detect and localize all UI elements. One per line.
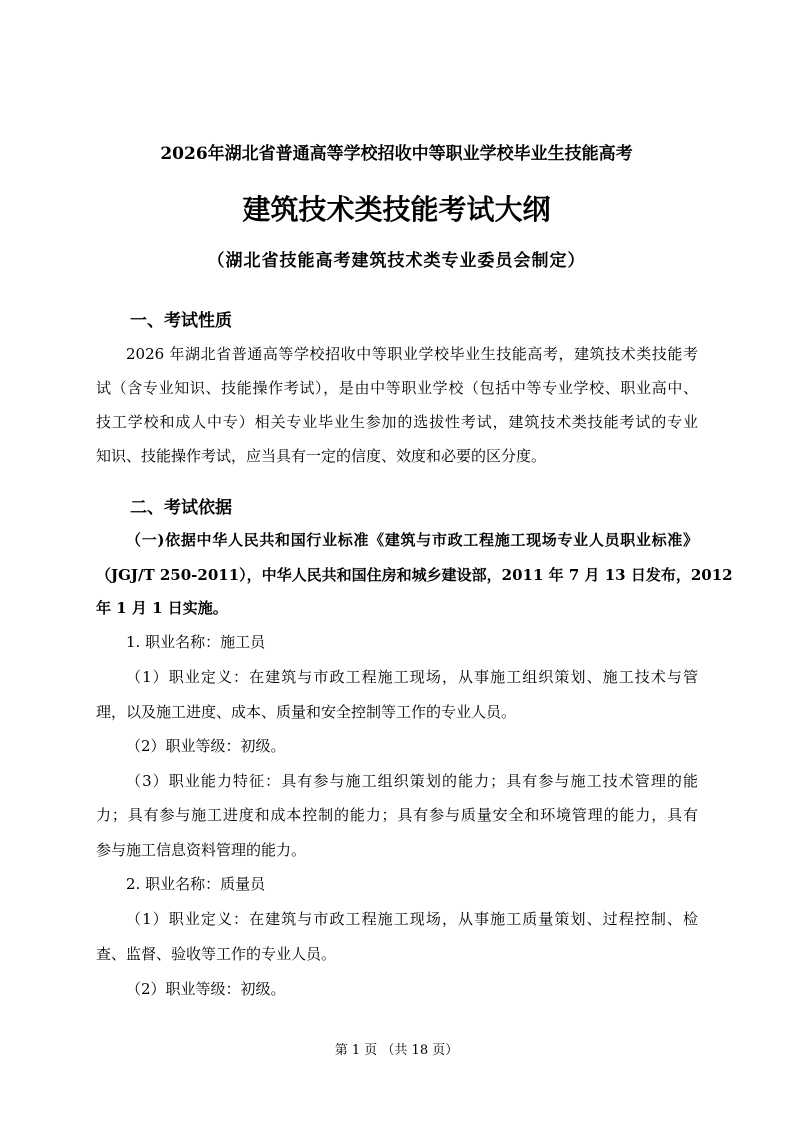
paragraph-line: 试（含专业知识、技能操作考试），是由中等职业学校（包括中等专业学校、职业高中、	[96, 379, 698, 397]
body-line: （2）职业等级：初级。	[126, 980, 286, 998]
basis-line: 年 1 月 1 日实施。	[96, 599, 228, 617]
basis-line: （JGJ/T 250-2011），中华人民共和国住房和城乡建设部，2011 年 7 月 13 日发布，2012	[96, 566, 733, 584]
paragraph-line: 2026 年湖北省普通高等学校招收中等职业学校毕业生技能高考，建筑技术类技能考	[126, 345, 698, 363]
body-line: 力；具有参与施工进度和成本控制的能力；具有参与质量安全和环境管理的能力，具有	[96, 806, 698, 824]
body-line: （3）职业能力特征：具有参与施工组织策划的能力；具有参与施工技术管理的能	[126, 772, 698, 790]
body-line: （2）职业等级：初级。	[126, 737, 286, 755]
page-footer: 第 1 页 （共 18 页）	[334, 1043, 459, 1058]
document-title-line1: 2026年湖北省普通高等学校招收中等职业学校毕业生技能高考	[160, 144, 633, 164]
section-heading-exam-nature: 一、考试性质	[130, 311, 232, 331]
body-line: 理，以及施工进度、成本、质量和安全控制等工作的专业人员。	[96, 703, 517, 721]
paragraph-line: 知识、技能操作考试，应当具有一定的信度、效度和必要的区分度。	[96, 447, 547, 465]
body-line: 1. 职业名称：施工员	[126, 633, 266, 651]
body-line: （1）职业定义：在建筑与市政工程施工现场，从事施工质量策划、过程控制、检	[126, 910, 698, 928]
paragraph-line: 技工学校和成人中专）相关专业毕业生参加的选拔性考试，建筑技术类技能考试的专业	[96, 413, 698, 431]
basis-line: （一)依据中华人民共和国行业标准《建筑与市政工程施工现场专业人员职业标准》	[126, 531, 698, 549]
body-line: 2. 职业名称：质量员	[126, 875, 266, 893]
document-subtitle: （湖北省技能高考建筑技术类专业委员会制定）	[207, 251, 586, 271]
body-line: （1）职业定义：在建筑与市政工程施工现场，从事施工组织策划、施工技术与管	[126, 668, 698, 686]
body-line: 参与施工信息资料管理的能力。	[96, 841, 307, 859]
section-heading-exam-basis: 二、考试依据	[130, 498, 232, 518]
body-line: 查、监督、验收等工作的专业人员。	[96, 945, 337, 963]
document-title: 建筑技术类技能考试大纲	[242, 193, 551, 226]
